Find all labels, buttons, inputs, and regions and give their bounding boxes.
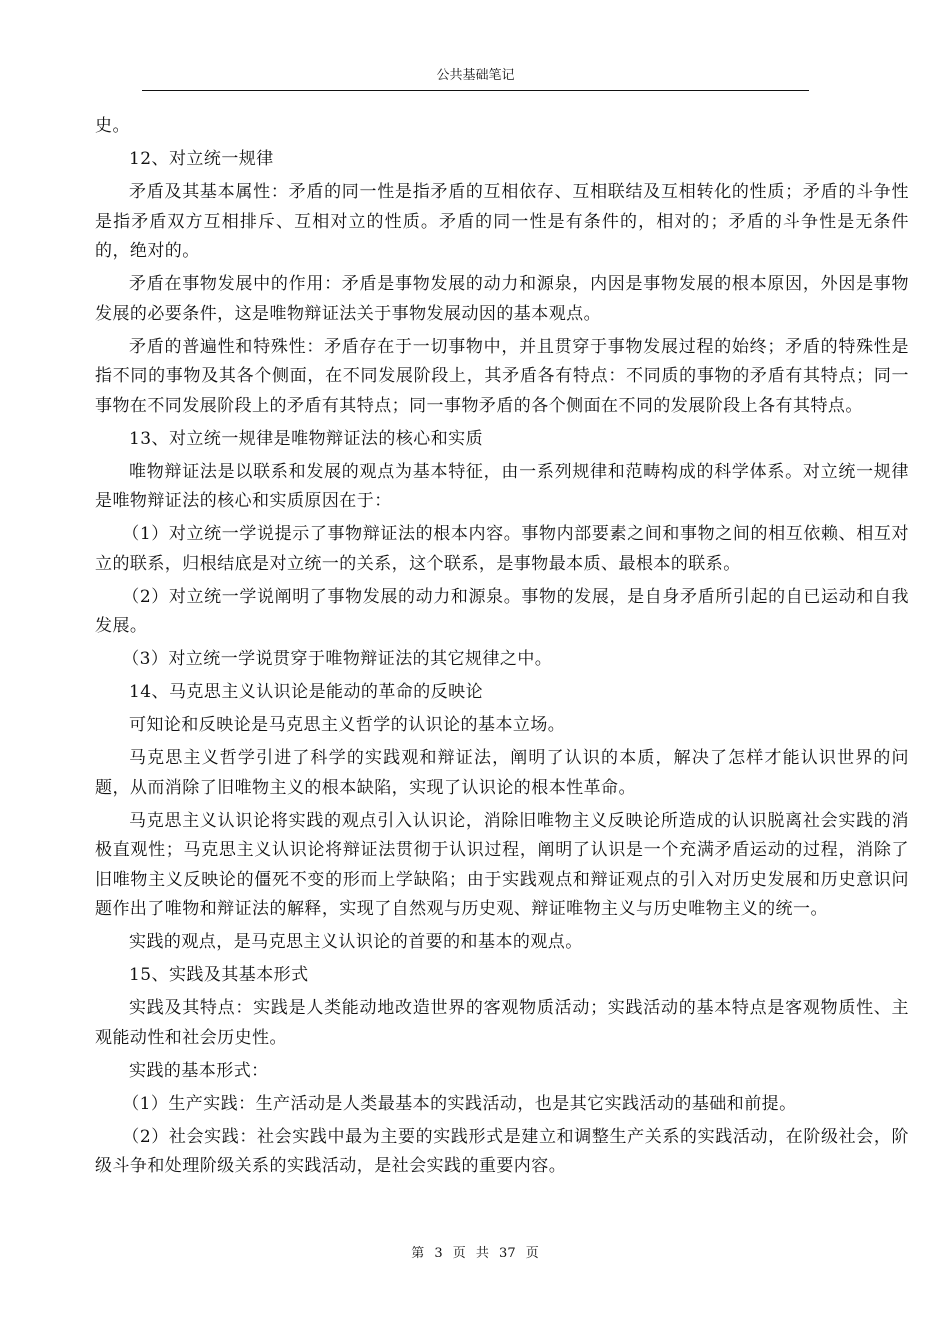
paragraph: （3）对立统一学说贯穿于唯物辩证法的其它规律之中。: [122, 649, 553, 669]
paragraph: 可知论和反映论是马克思主义哲学的认识论的基本立场。: [129, 715, 566, 735]
paragraph: （2）对立统一学说阐明了事物发展的动力和源泉。事物的发展，是自身矛盾所引起的自已运动和自我发展。: [95, 586, 909, 636]
paragraph: 矛盾的普遍性和特殊性：矛盾存在于一切事物中，并且贯穿于事物发展过程的始终；矛盾的特殊性是指不同的事物及其各个侧面，在不同发展阶段上，其矛盾各有特点：不同质的事物的矛盾有其特点；同一事物在不同发展阶段上的矛盾有其特点；同一事物矛盾的各个侧面在不同的发展阶段上各有其特点。: [95, 336, 909, 416]
paragraph: 15、实践及其基本形式: [129, 965, 309, 985]
paragraph: 12、对立统一规律: [129, 149, 274, 169]
paragraph: 马克思主义认识论将实践的观点引入认识论，消除旧唯物主义反映论所造成的认识脱离社会实践的消极直观性；马克思主义认识论将辩证法贯彻于认识过程，阐明了认识是一个充满矛盾运动的过程，消除了旧唯物主义反映论的僵死不变的形而上学缺陷；由于实践观点和辩证观点的引入对历史发展和历史意识问题作出了唯物和辩证法的解释，实现了自然观与历史观、辩证唯物主义与历史唯物主义的统一。: [95, 810, 909, 919]
paragraph: （1）生产实践：生产活动是人类最基本的实践活动，也是其它实践活动的基础和前提。: [122, 1093, 797, 1114]
paragraph: （2）社会实践：社会实践中最为主要的实践形式是建立和调整生产关系的实践活动，在阶级社会，阶级斗争和处理阶级关系的实践活动，是社会实践的重要内容。: [95, 1126, 909, 1176]
paragraph: 实践及其特点：实践是人类能动地改造世界的客观物质活动；实践活动的基本特点是客观物质性、主观能动性和社会历史性。: [95, 998, 909, 1048]
header-title: 公共基础笔记: [436, 68, 515, 83]
paragraph: （1）对立统一学说提示了事物辩证法的根本内容。事物内部要素之间和事物之间的相互依赖、相互对立的联系，归根结底是对立统一的关系，这个联系，是事物最本质、最根本的联系。: [95, 524, 909, 574]
page-footer: [0, 1246, 950, 1262]
paragraph: 13、对立统一规律是唯物辩证法的核心和实质: [129, 428, 484, 449]
paragraph: 实践的基本形式：: [129, 1060, 269, 1081]
document-body: [95, 112, 909, 1185]
paragraph: 14、马克思主义认识论是能动的革命的反映论: [129, 682, 484, 702]
page-header: [142, 68, 809, 91]
paragraph: 矛盾在事物发展中的作用：矛盾是事物发展的动力和源泉，内因是事物发展的根本原因，外因是事物发展的必要条件，这是唯物辩证法关于事物发展动因的基本观点。: [95, 274, 909, 324]
paragraph: 马克思主义哲学引进了科学的实践观和辩证法，阐明了认识的本质，解决了怎样才能认识世界的问题，从而消除了旧唯物主义的根本缺陷，实现了认识论的根本性革命。: [95, 748, 909, 798]
paragraph: 实践的观点，是马克思主义认识论的首要的和基本的观点。: [129, 932, 583, 952]
page-number: 第 3 页 共 37 页: [411, 1246, 539, 1261]
paragraph: 史。: [95, 116, 130, 136]
paragraph: 唯物辩证法是以联系和发展的观点为基本特征，由一系列规律和范畴构成的科学体系。对立统一规律是唯物辩证法的核心和实质原因在于：: [95, 461, 909, 511]
paragraph: 矛盾及其基本属性：矛盾的同一性是指矛盾的互相依存、互相联结及互相转化的性质；矛盾的斗争性是指矛盾双方互相排斥、互相对立的性质。矛盾的同一性是有条件的，相对的；矛盾的斗争性是无条件的，绝对的。: [95, 182, 909, 261]
